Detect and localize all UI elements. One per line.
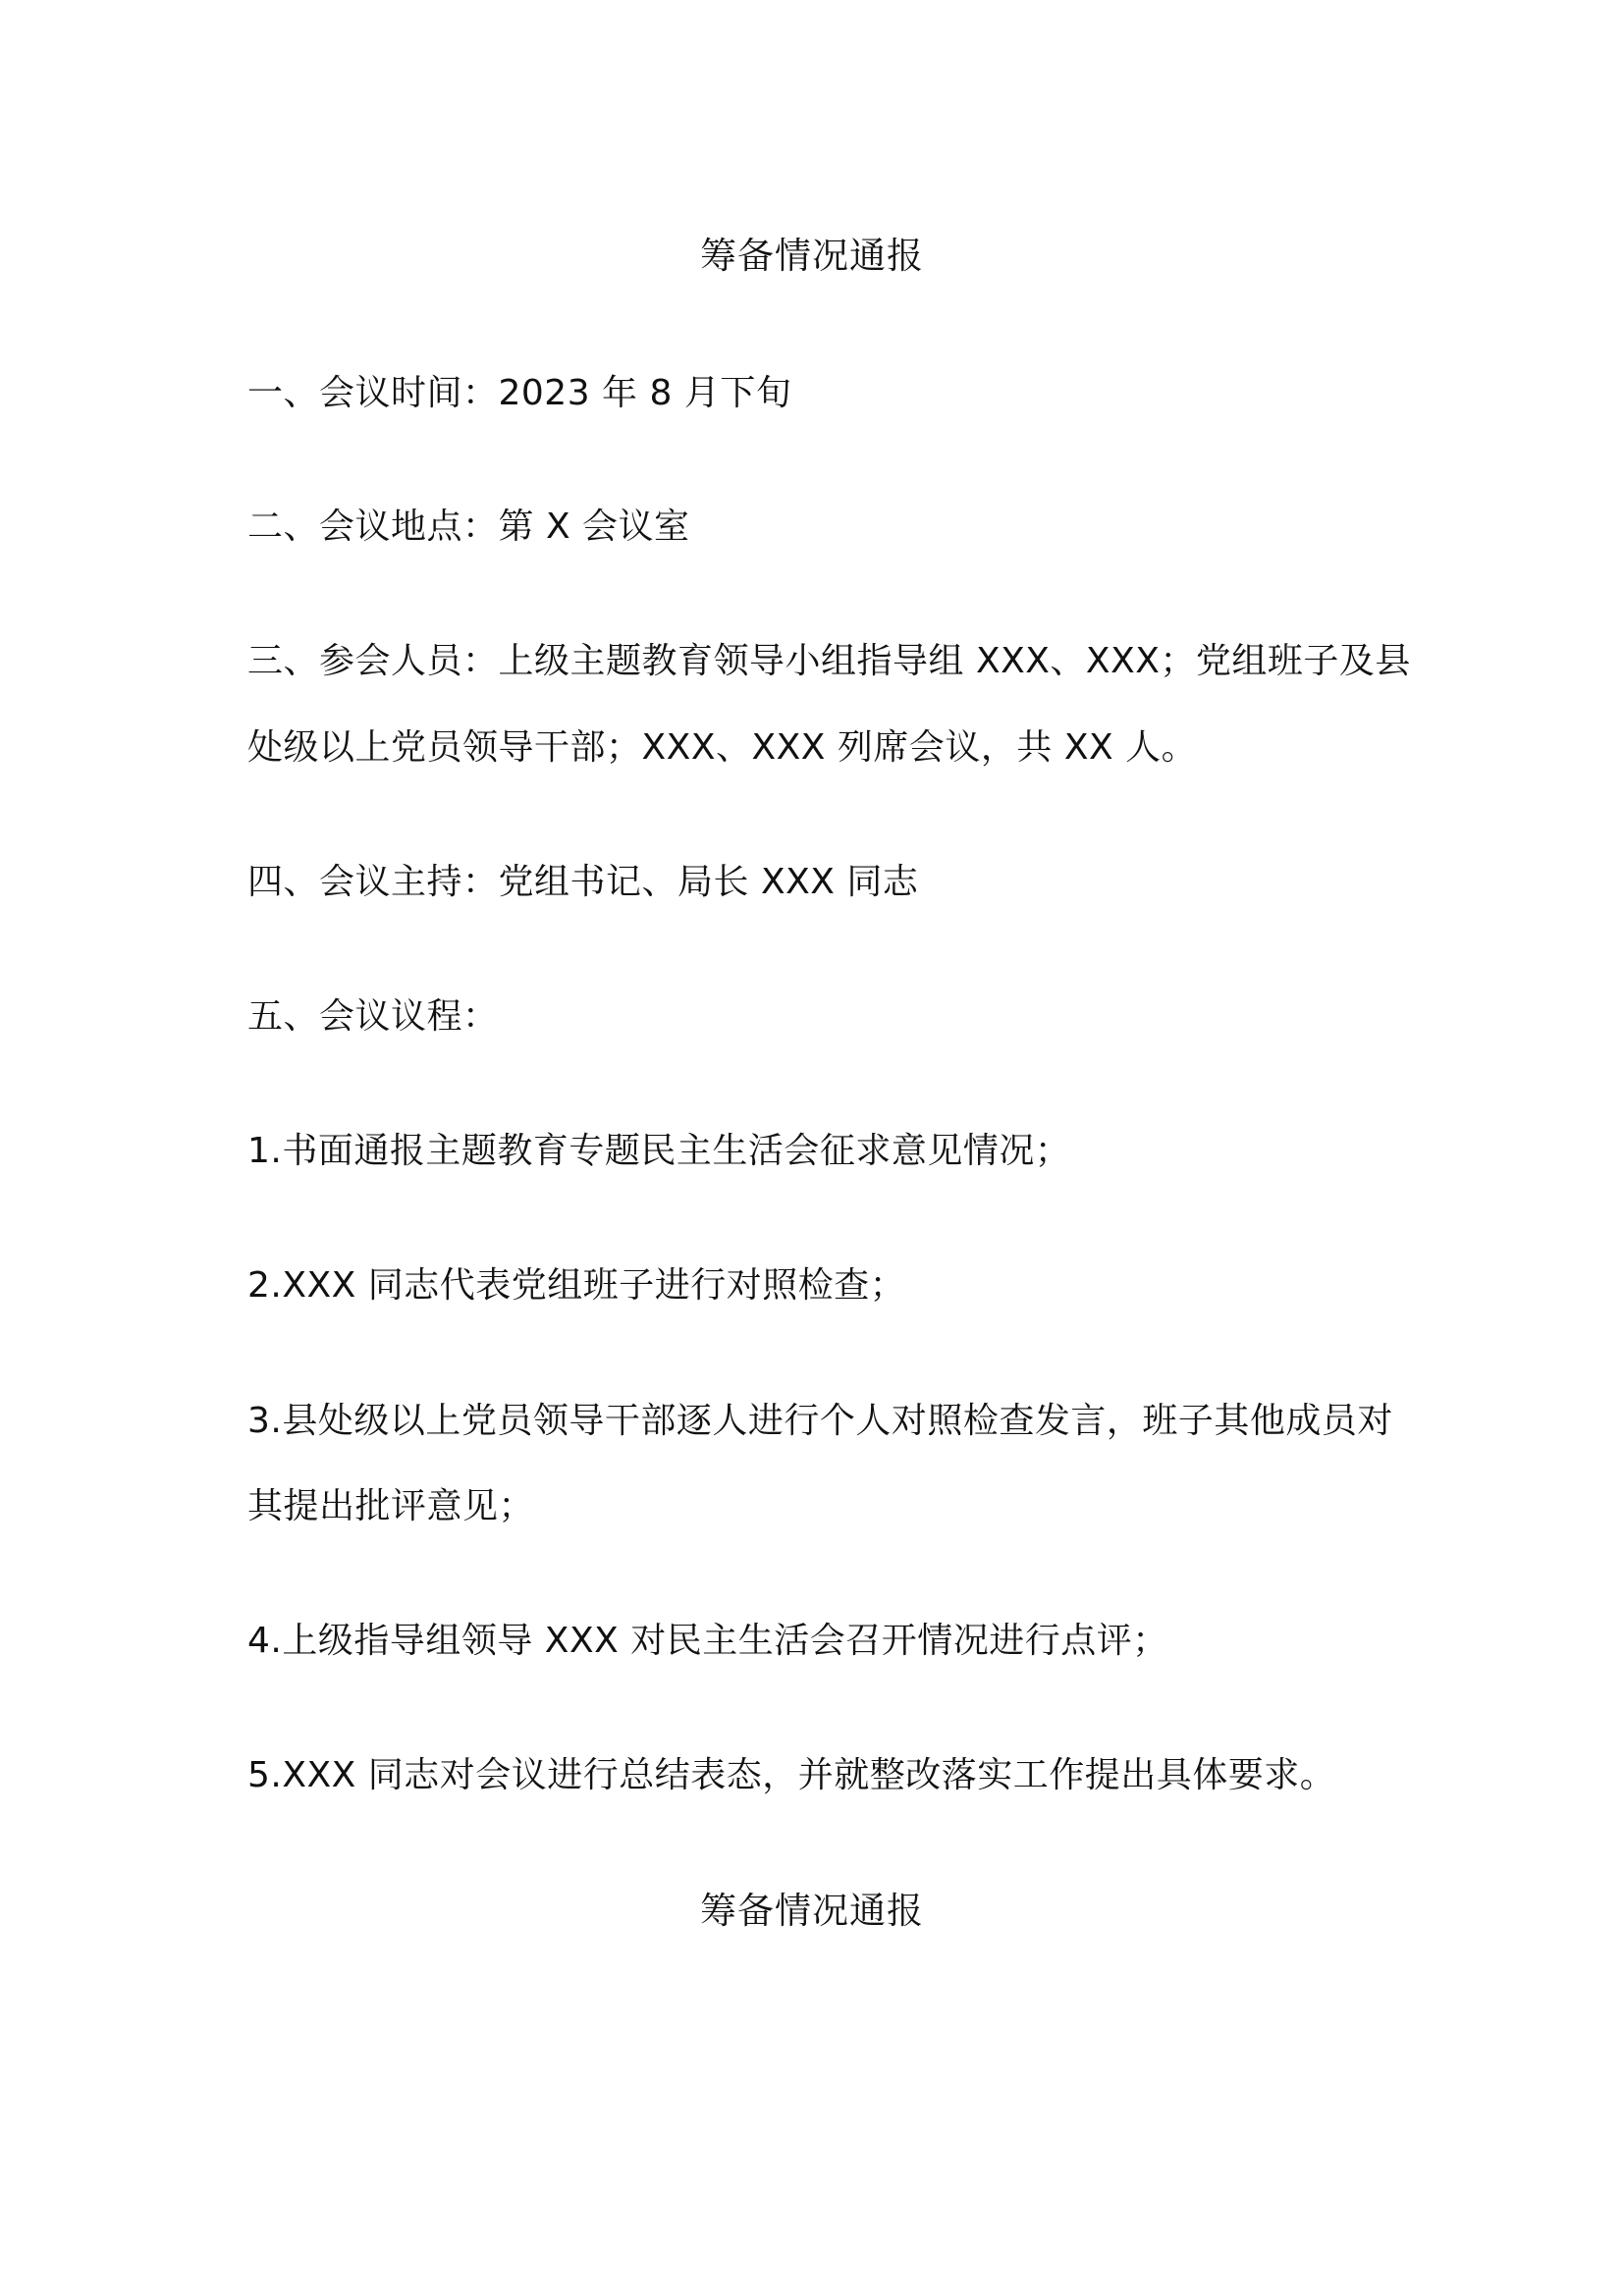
agenda-item-4: 4.上级指导组领导 XXX 对民主生活会召开情况进行点评；	[247, 1621, 1168, 1661]
agenda-item-5: 5.XXX 同志对会议进行总结表态，并就整改落实工作提出具体要求。	[247, 1755, 1336, 1795]
agenda-item-3-line-2: 其提出批评意见；	[247, 1486, 535, 1526]
agenda-item-3-line-1: 3.县处级以上党员领导干部逐人进行个人对照检查发言，班子其他成员对	[247, 1401, 1393, 1441]
agenda-heading: 五、会议议程：	[247, 996, 499, 1037]
meeting-time: 一、会议时间：2023 年 8 月下旬	[247, 373, 792, 413]
agenda-item-2: 2.XXX 同志代表党组班子进行对照检查；	[247, 1265, 906, 1306]
agenda-item-1: 1.书面通报主题教育专题民主生活会征求意见情况；	[247, 1131, 1071, 1171]
meeting-location: 二、会议地点：第 X 会议室	[247, 507, 690, 547]
footer-title: 筹备情况通报	[700, 1890, 924, 1932]
document-title: 筹备情况通报	[700, 235, 924, 277]
meeting-host: 四、会议主持：党组书记、局长 XXX 同志	[247, 862, 919, 902]
attendees-line-1: 三、参会人员：上级主题教育领导小组指导组 XXX、XXX；党组班子及县	[247, 641, 1411, 681]
attendees-line-2: 处级以上党员领导干部；XXX、XXX 列席会议，共 XX 人。	[247, 727, 1198, 768]
